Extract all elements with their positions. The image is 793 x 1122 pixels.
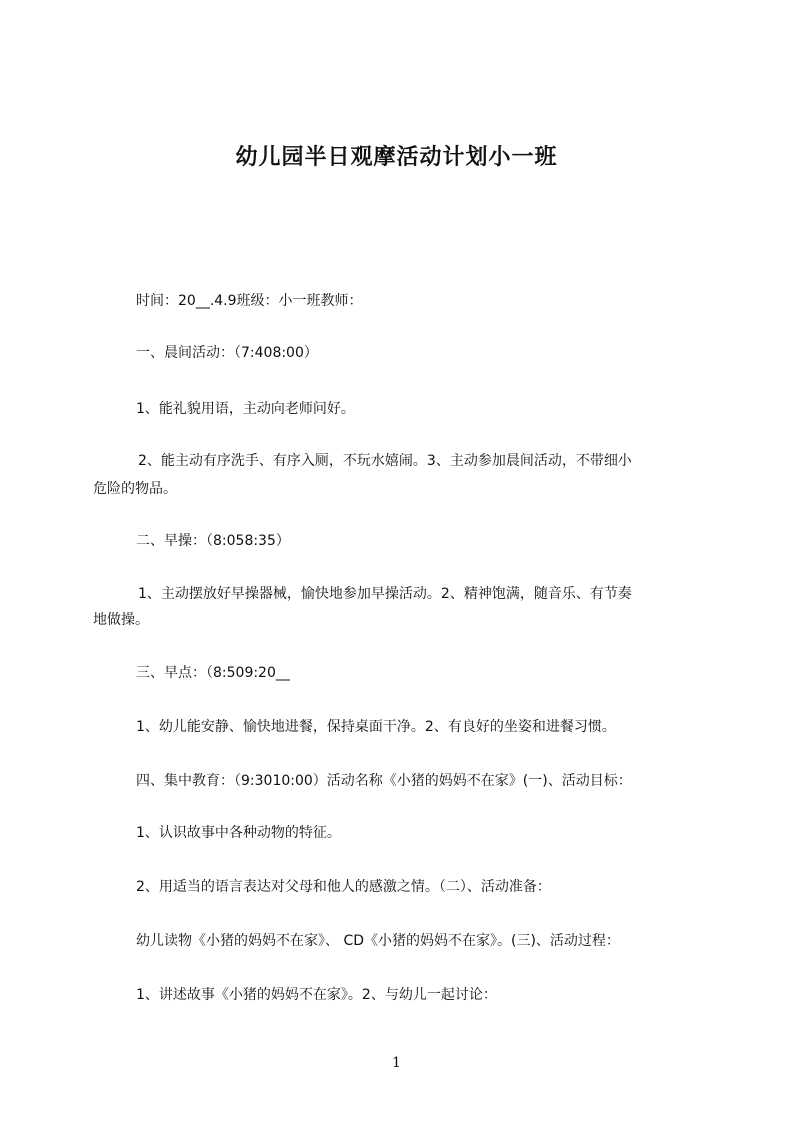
morning-exercise-items-cont: 地做操。: [93, 612, 149, 628]
process-items: 1、讲述故事《小猪的妈妈不在家》。2、与幼儿一起讨论：: [136, 987, 497, 1003]
goal-item-1: 1、认识故事中各种动物的特征。: [136, 825, 341, 841]
morning-activity-item-2-3: 2、能主动有序洗手、有序入厕，不玩水嬉闹。3、主动参加晨间活动，不带细小: [138, 453, 632, 469]
time-class-teacher-line: 时间：20__.4.9班级：小一班教师：: [136, 293, 363, 309]
morning-activity-item-3-cont: 危险的物品。: [93, 481, 177, 497]
goal-item-2-and-preparation: 2、用适当的语言表达对父母和他人的感激之情。（二）、活动准备：: [136, 879, 551, 895]
page-number: 1: [392, 1055, 401, 1071]
section-morning-exercise-heading: 二、早操：（8:058:35）: [136, 533, 290, 549]
section-morning-activity-heading: 一、晨间活动：（7:408:00）: [136, 345, 318, 361]
document-title: 幼儿园半日观摩活动计划小一班: [235, 145, 558, 170]
morning-exercise-items: 1、主动摆放好早操器械，愉快地参加早操活动。2、精神饱满，随音乐、有节奏: [138, 586, 632, 602]
morning-snack-items: 1、幼儿能安静、愉快地进餐，保持桌面干净。2、有良好的坐姿和进餐习惯。: [136, 719, 616, 735]
section-group-education-heading: 四、集中教育：（9:3010:00）活动名称《小猪的妈妈不在家》(一)、活动目标：: [136, 773, 632, 789]
morning-activity-item-1: 1、能礼貌用语，主动向老师问好。: [136, 401, 355, 417]
preparation-materials: 幼儿读物《小猪的妈妈不在家》、 CD《小猪的妈妈不在家》。(三)、活动过程：: [136, 933, 620, 949]
section-morning-snack-heading: 三、早点：（8:509:20__: [136, 665, 290, 681]
